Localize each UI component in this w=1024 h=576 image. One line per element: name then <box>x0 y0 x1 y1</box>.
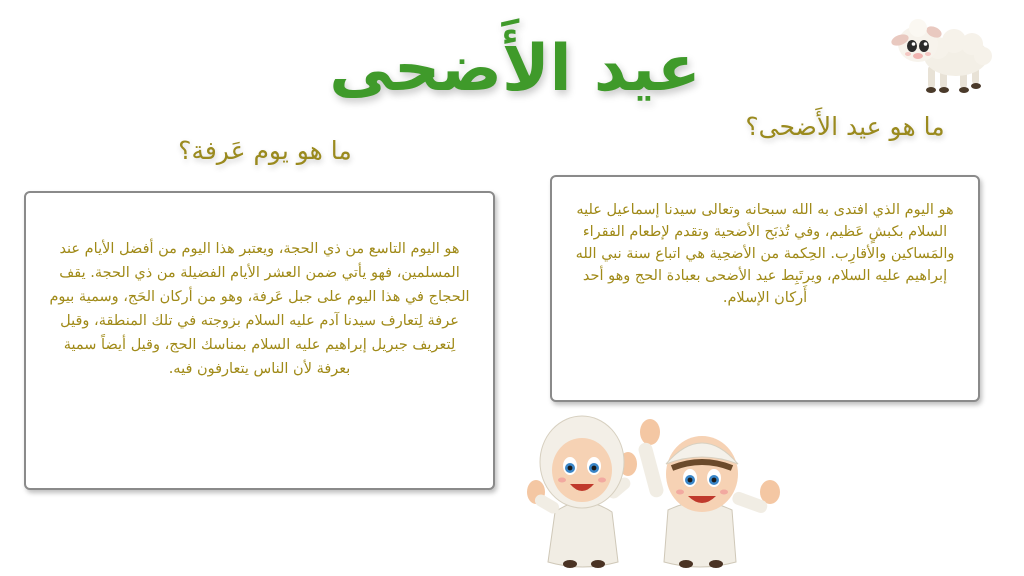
eid-text-card <box>550 175 980 402</box>
boy-figure <box>637 419 780 568</box>
girl-figure <box>527 416 637 568</box>
sheep-icon <box>888 8 998 98</box>
arafah-text: هو اليوم التاسع من ذي الحجة، ويعتبر هذا اليوم من أفضل الأيام عند المسلمين، فهو يأتي ضمن العشر الأيام الفضيلة من ذي الحجة. يقف الحجاج في هذا اليوم على جبل عَرفة، وهو من أركان الحَج، وسمية بيوم عرفة لِتعارف سيدنا آدم عليه السلام بزوجته في تلك المنطقة، وقيل لِتعريف جبريل إبراهيم عليه السلام بمناسك الحج، وقيل أيضاً سمية بعرفة لأن الناس يتعارفون فيه. <box>49 241 470 377</box>
section-heading-eid: ما هو عيد الأَضحى؟ <box>745 112 945 141</box>
section-heading-arafah: ما هو يوم عَرفة؟ <box>178 136 352 165</box>
eid-text: هو اليوم الذي افتدى به الله سبحانه وتعالى سيدنا إسماعيل عليه السلام بكبشٍ عَظيم، وفي تُذبَح الأضحية وتقدم لإطعام الفقراء والمَساكين والأقارِب. الحِكمة من الأضحِية هي اتباع سنة نبي الله إبراهيم عليه السلام، ويرتَبِط عيد الأضحى بعبادة الحج وهو أحد أَركان الإسلام. <box>575 202 955 306</box>
page-title: عيد الأَضحى <box>329 32 701 106</box>
arafah-text-card <box>24 191 495 490</box>
children-waving-icon <box>520 412 785 572</box>
